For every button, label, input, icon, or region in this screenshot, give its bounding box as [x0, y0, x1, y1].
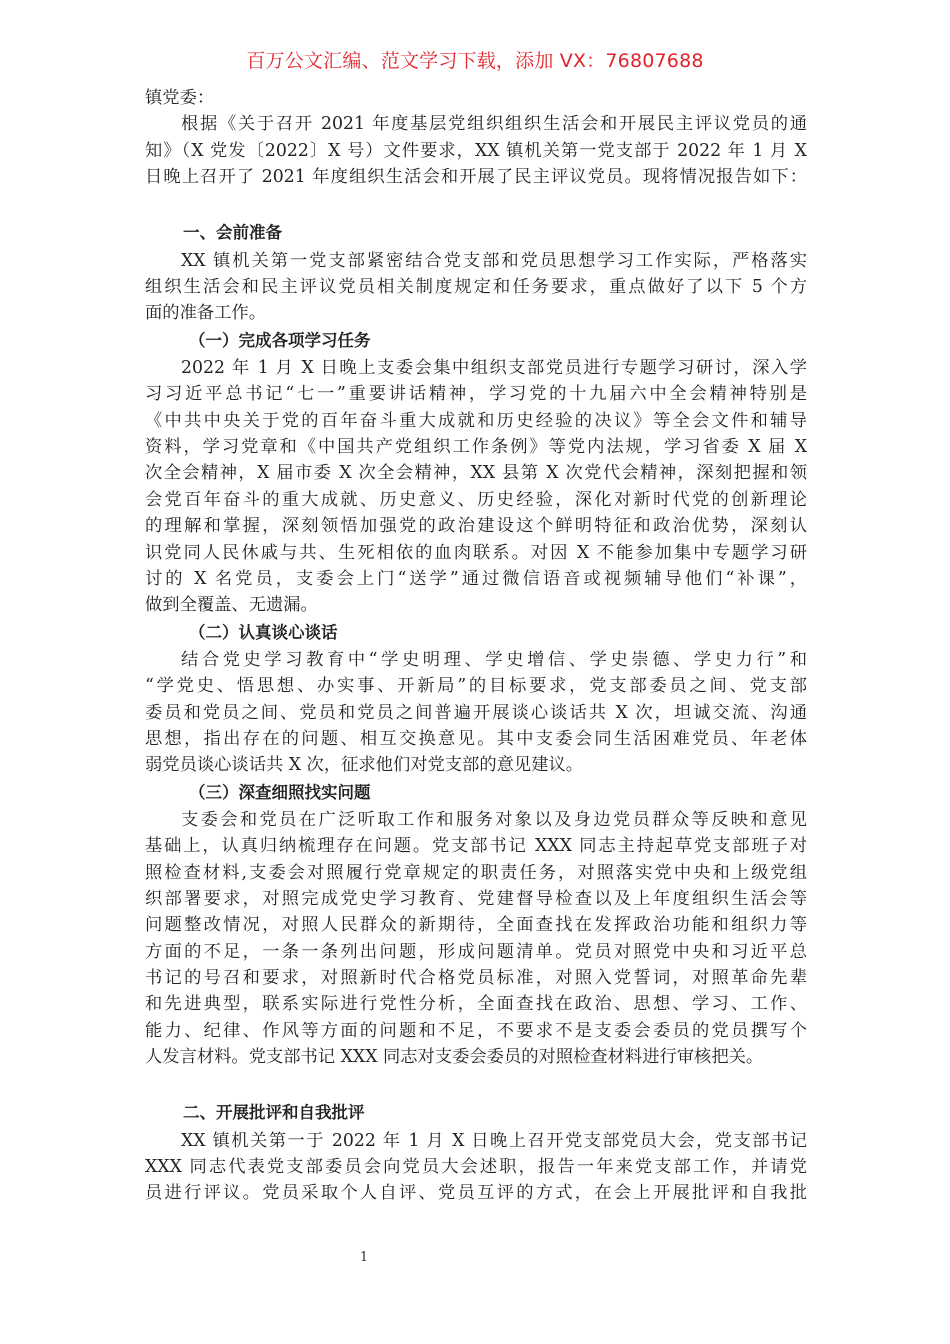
paragraph-line: 人发言材料。党支部书记 XXX 同志对支委会委员的对照检查材料进行审核把关。 [145, 1047, 764, 1068]
paragraph-line: XXX 同志代表党支部委员会向党员大会述职，报告一年来党支部工作，并请党 [145, 1157, 807, 1178]
paragraph-line: 2022 年 1 月 X 日晚上支委会集中组织支部党员进行专题学习研讨，深入学 [181, 358, 807, 379]
paragraph-line: XX 镇机关第一党支部紧密结合党支部和党员思想学习工作实际，严格落实 [181, 250, 807, 271]
section-heading: 二、开展批评和自我批评 [183, 1103, 365, 1123]
paragraph-line: 照检查材料,支委会对照履行党章规定的职责任务，对照落实党中央和上级党组 [145, 862, 807, 883]
paragraph-line: 书记的号召和要求，对照新时代合格党员标准，对照入党誓词，对照革命先辈 [145, 968, 807, 988]
paragraph-line: 弱党员谈心谈话共 X 次，征求他们对党支部的意见建议。 [145, 755, 584, 776]
paragraph-line: 的理解和掌握，深刻领悟加强党的政治建设这个鲜明特征和政治优势，深刻认 [145, 516, 807, 537]
blank-line [145, 190, 807, 219]
paragraph-line: 能力、纪律、作风等方面的问题和不足，不要求不是支委会委员的党员撰写个 [145, 1020, 807, 1041]
subsection-heading: （三）深查细照找实问题 [189, 782, 371, 802]
paragraph-line: 和先进典型，联系实际进行党性分析，全面查找在政治、思想、学习、工作、 [145, 994, 807, 1015]
paragraph-line: 识党同人民休戚与共、生死相依的血肉联系。对因 X 不能参加集中专题学习研 [145, 542, 807, 563]
subsection-heading: （一）完成各项学习任务 [189, 330, 371, 350]
paragraph-line: XX 镇机关第一于 2022 年 1 月 X 日晚上召开党支部党员大会，党支部书记 [181, 1130, 807, 1151]
paragraph-line: 组织生活会和民主评议党员相关制度规定和任务要求，重点做好了以下 5 个方 [145, 277, 807, 298]
paragraph-line: 员进行评议。党员采取个人自评、党员互评的方式，在会上开展批评和自我批 [145, 1183, 807, 1204]
paragraph-line: 日晚上召开了 2021 年度组织生活会和开展了民主评议党员。现将情况报告如下： [145, 167, 807, 188]
paragraph-line: 方面的不足，一条一条列出问题，形成问题清单。党员对照党中央和习近平总 [145, 941, 807, 962]
paragraph-line: 资料，学习党章和《中国共产党组织工作条例》等党内法规，学习省委 X 届 X [145, 437, 807, 458]
blank-line [145, 1070, 807, 1099]
paragraph-line: 讨的 X 名党员，支委会上门“送学”通过微信语音或视频辅导他们“补课”， [145, 568, 807, 589]
paragraph-line: “学党史、悟思想、办实事、开新局”的目标要求，党支部委员之间、党支部 [145, 676, 807, 697]
paragraph-line: 基础上，认真归纳梳理存在问题。党支部书记 XXX 同志主持起草党支部班子对 [145, 836, 807, 857]
paragraph-line: 《中共中央关于党的百年奋斗重大成就和历史经验的决议》等全会文件和辅导 [145, 410, 807, 431]
paragraph-line: 思想，指出存在的问题、相互交换意见。其中支委会同生活困难党员、年老体 [145, 728, 807, 749]
page-number: 1 [359, 1250, 369, 1265]
subsection-heading: （二）认真谈心谈话 [189, 622, 338, 642]
paragraph-line: 次全会精神，X 届市委 X 次全会精神，XX 县第 X 次党代会精神，深刻把握和领 [145, 463, 807, 484]
paragraph-line: 知》（X 党发〔2022〕X 号）文件要求，XX 镇机关第一党支部于 2022 年 1 月 X [145, 140, 807, 161]
paragraph-line: 问题整改情况，对照人民群众的新期待，全面查找在发挥政治功能和组织力等 [145, 915, 807, 936]
paragraph-line: 织部署要求，对照完成党史学习教育、党建督导检查以及上年度组织生活会等 [145, 888, 807, 909]
paragraph-line: 委员和党员之间、党员和党员之间普遍开展谈心谈话共 X 次，坦诚交流、沟通 [145, 702, 807, 723]
watermark-banner: 百万公文汇编、范文学习下载，添加 VX：76807688 [246, 50, 704, 72]
section-heading: 一、会前准备 [183, 223, 282, 243]
paragraph-line: 做到全覆盖、无遗漏。 [145, 595, 318, 616]
paragraph-line: 面的准备工作。 [145, 303, 266, 324]
paragraph-line: 结合党史学习教育中“学史明理、学史增信、学史崇德、学史力行”和 [181, 649, 807, 670]
paragraph-line: 支委会和党员在广泛听取工作和服务对象以及身边党员群众等反映和意见 [181, 809, 807, 830]
paragraph-line: 镇党委： [145, 88, 215, 108]
paragraph-line: 根据《关于召开 2021 年度基层党组织组织生活会和开展民主评议党员的通 [181, 114, 807, 135]
paragraph-line: 习习近平总书记“七一”重要讲话精神，学习党的十九届六中全会精神特别是 [145, 384, 807, 405]
paragraph-line: 会党百年奋斗的重大成就、历史意义、历史经验，深化对新时代党的创新理论 [145, 489, 807, 510]
document-body [145, 85, 807, 1207]
